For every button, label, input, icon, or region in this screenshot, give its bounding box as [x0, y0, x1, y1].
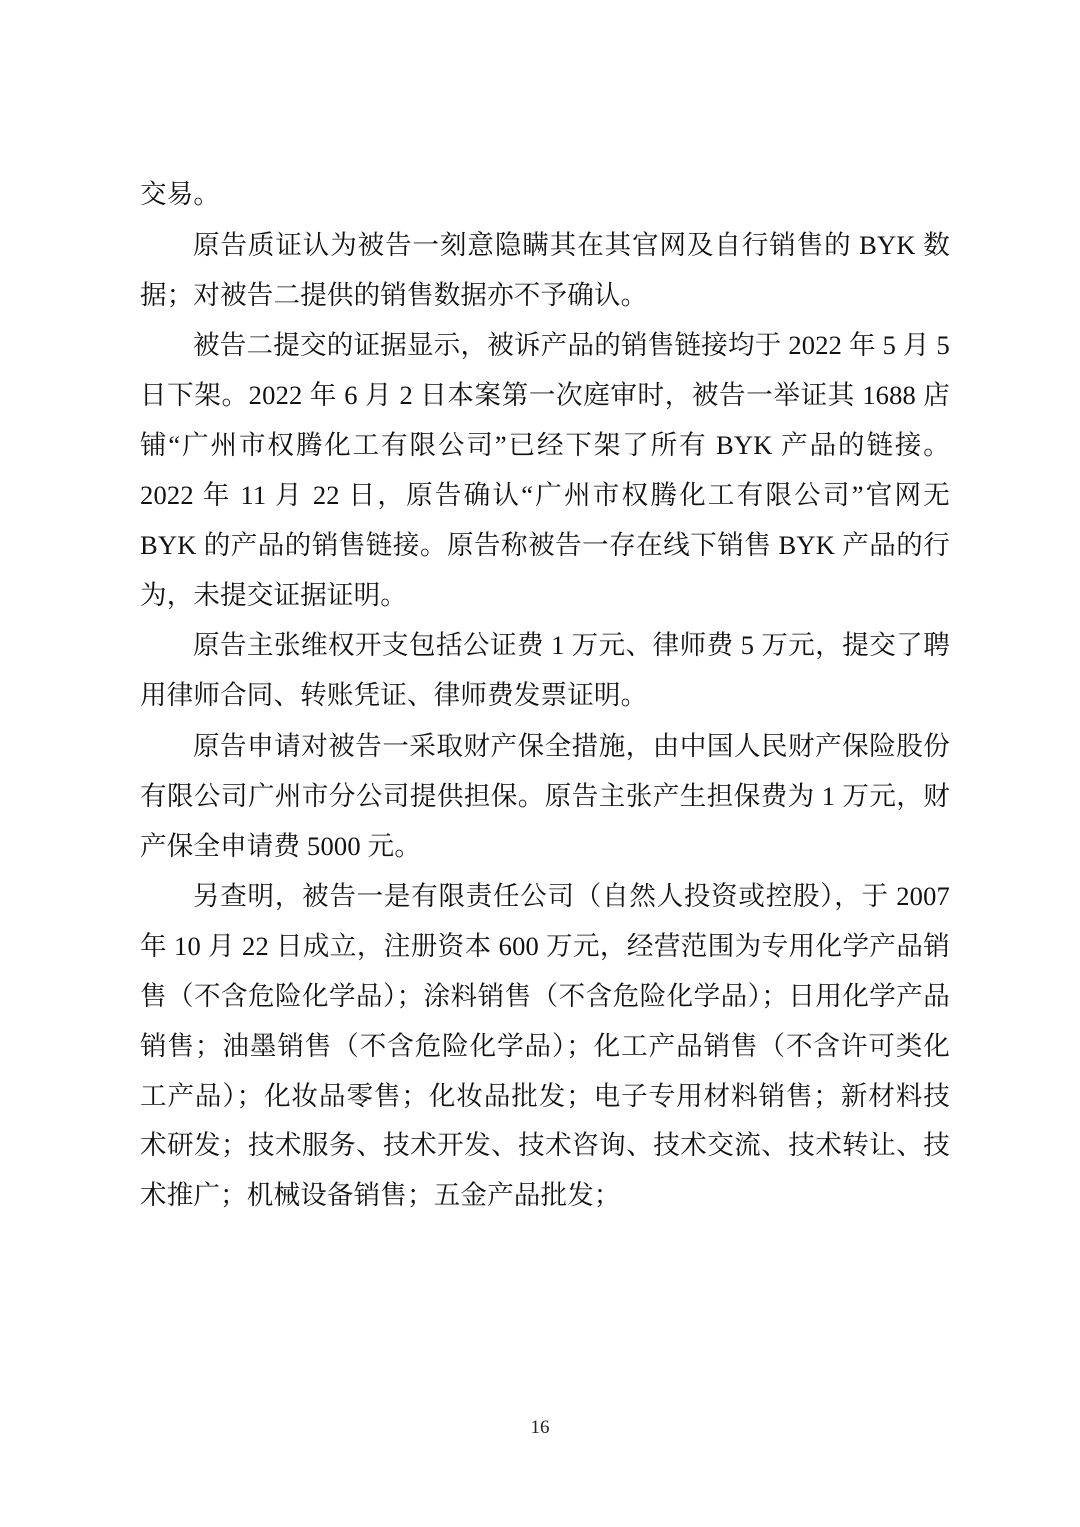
page-number: 16: [530, 1417, 550, 1438]
paragraph-defendant2-evidence: 被告二提交的证据显示，被诉产品的销售链接均于 2022 年 5 月 5 日下架。2022 年 6 月 2 日本案第一次庭审时，被告一举证其 1688 店铺“广州市权腾化工有限公司”已经下架了所有 BYK 产品的链接。2022 年 11 月 22 日，原告确认“广州市权腾化工有限公司”官网无 BYK 的产品的销售链接。原告称被告一存在线下销售 BYK 产品的行为，未提交证据证明。: [140, 330, 950, 610]
paragraph-rights-protection-costs: 原告主张维权开支包括公证费 1 万元、律师费 5 万元，提交了聘用律师合同、转账凭证、律师费发票证明。: [140, 630, 950, 711]
paragraph-defendant1-registration: 另查明，被告一是有限责任公司（自然人投资或控股），于 2007 年 10 月 22 日成立，注册资本 600 万元，经营范围为专用化学产品销售（不含危险化学品）；涂料销售（不含危险化学品）；日用化学产品销售；油墨销售（不含危险化学品）；化工产品销售（不含许可类化工产品）；化妆品零售；化妆品批发；电子专用材料销售；新材料技术研发；技术服务、技术开发、技术咨询、技术交流、技术转让、技术推广；机械设备销售；五金产品批发；: [140, 881, 950, 1211]
paragraph-plaintiff-cross-examination: 原告质证认为被告一刻意隐瞒其在其官网及自行销售的 BYK 数据；对被告二提供的销售数据亦不予确认。: [140, 229, 950, 310]
paragraph-continued-transaction: 交易。: [140, 179, 221, 209]
paragraph-property-preservation: 原告申请对被告一采取财产保全措施，由中国人民财产保险股份有限公司广州市分公司提供担保。原告主张产生担保费为 1 万元，财产保全申请费 5000 元。: [140, 730, 950, 861]
document-body: [140, 170, 950, 1221]
